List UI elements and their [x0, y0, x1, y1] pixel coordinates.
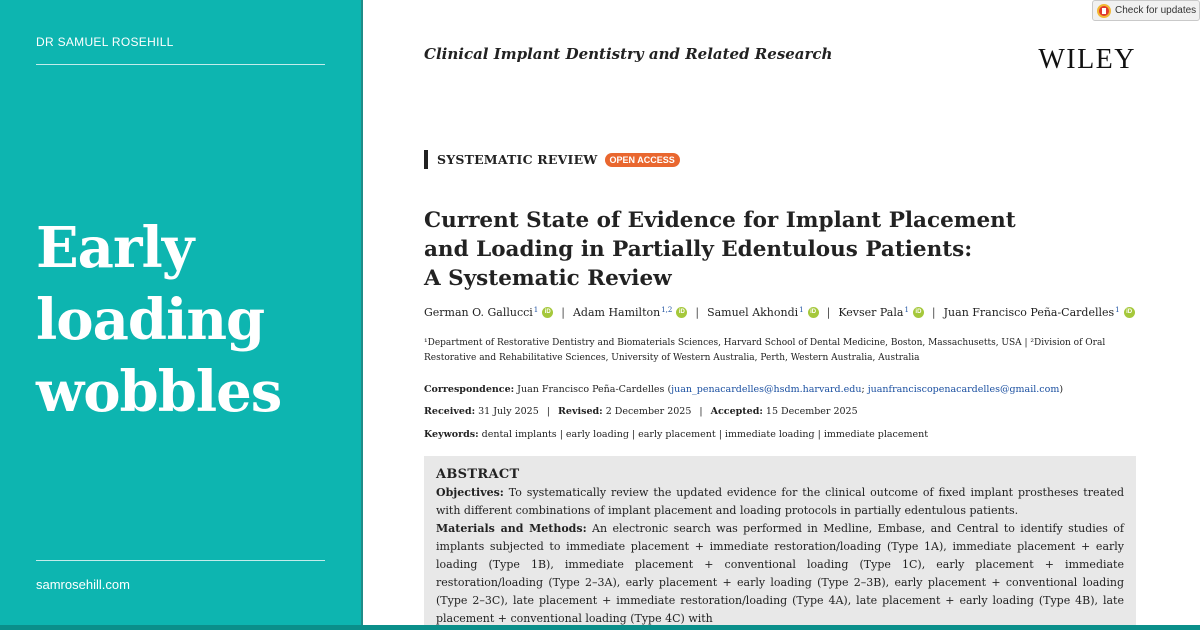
- accepted-date: 15 December 2025: [765, 406, 858, 417]
- check-for-updates-button[interactable]: [1092, 0, 1200, 21]
- headline-line: Early: [36, 215, 194, 281]
- methods-label: Materials and Methods:: [436, 522, 587, 535]
- publisher-logo: WILEY: [1038, 44, 1136, 75]
- author[interactable]: [944, 306, 1135, 319]
- correspondence-name: Juan Francisco Peña-Cardelles (: [517, 384, 672, 395]
- type-marker: [424, 150, 428, 169]
- title-line: Current State of Evidence for Implant Placement: [424, 208, 1016, 233]
- email-link[interactable]: juan_penacardelles@hsdm.harvard.edu: [671, 384, 862, 395]
- keywords-row: [424, 429, 928, 440]
- affiliation-ref: 1,2: [661, 305, 673, 314]
- author-name: DR SAMUEL ROSEHILL: [36, 35, 174, 49]
- dates-row: [424, 406, 858, 417]
- author[interactable]: [838, 306, 924, 319]
- article-type-row: [424, 150, 680, 169]
- abstract-heading: ABSTRACT: [436, 467, 520, 482]
- headline-line: loading: [36, 287, 265, 353]
- affiliation-ref: 1: [533, 305, 539, 314]
- separator: |: [826, 306, 831, 319]
- correspondence-label: Correspondence:: [424, 384, 515, 395]
- author[interactable]: [573, 306, 687, 319]
- author-name: Adam Hamilton: [572, 306, 661, 319]
- bottom-strip: [0, 625, 1200, 630]
- keywords-label: Keywords:: [424, 429, 479, 440]
- accepted-label: Accepted:: [710, 406, 763, 417]
- site-url[interactable]: samrosehill.com: [36, 577, 130, 592]
- crossmark-icon: [1097, 4, 1111, 18]
- received-label: Received:: [424, 406, 476, 417]
- orcid-icon[interactable]: iD: [913, 307, 924, 318]
- correspondence-close: ): [1059, 384, 1064, 395]
- orcid-icon[interactable]: iD: [542, 307, 553, 318]
- author-name: Samuel Akhondi: [707, 306, 799, 319]
- email-separator: ;: [861, 384, 865, 395]
- email-link[interactable]: juanfranciscopenacardelles@gmail.com: [867, 384, 1060, 395]
- check-updates-label: Check for updates: [1115, 5, 1197, 16]
- orcid-icon[interactable]: iD: [1124, 307, 1135, 318]
- separator: |: [695, 306, 700, 319]
- headline-line: wobbles: [36, 359, 282, 425]
- author-name: Juan Francisco Peña-Cardelles: [943, 306, 1115, 319]
- separator: |: [699, 406, 703, 417]
- received-date: 31 July 2025: [478, 406, 539, 417]
- paper-page: [363, 0, 1200, 625]
- journal-title: Clinical Implant Dentistry and Related Research: [424, 45, 833, 63]
- author-name: German O. Gallucci: [424, 306, 533, 319]
- article-type: SYSTEMATIC REVIEW: [437, 152, 598, 167]
- affiliation-ref: 1: [1115, 305, 1120, 314]
- separator: |: [561, 306, 565, 319]
- left-panel: [0, 0, 361, 630]
- revised-label: Revised:: [558, 406, 603, 417]
- author-list: [424, 306, 1135, 319]
- revised-date: 2 December 2025: [605, 406, 692, 417]
- bottom-rule: [36, 560, 325, 561]
- correspondence: [424, 384, 1063, 395]
- separator: |: [546, 406, 550, 417]
- separator: |: [931, 306, 936, 319]
- objectives-label: Objectives:: [436, 486, 504, 499]
- author[interactable]: [707, 306, 819, 319]
- keywords: dental implants | early loading | early placement | immediate loading | immediate placement: [481, 429, 929, 440]
- title-line: and Loading in Partially Edentulous Patients:: [424, 237, 973, 262]
- author[interactable]: [424, 306, 553, 319]
- objectives-text: To systematically review the updated evidence for the clinical outcome of fixed implant prostheses treated with different combinations of implant placement and loading protocols in partially edentulous patients.: [436, 486, 1125, 517]
- orcid-icon[interactable]: iD: [808, 307, 819, 318]
- methods-text: An electronic search was performed in Medline, Embase, and Central to identify studies of implants subjected to immediate placement + immediate restoration/loading (Type 1A), immediate placement + early loading (Type 1B), immediate placement + conventional loading (Type 1C), early placement + immediate restoration/loading (Type 2–3A), early placement + early loading (Type 2–3B), early placement + conventional loading (Type 2–3C), late placement + immediate restoration/loading (Type 4A), late placement + early loading (Type 4B), late placement + conventional loading (Type 4C) with: [436, 522, 1125, 625]
- affiliations: ¹Department of Restorative Dentistry and Biomaterials Sciences, Harvard School of Dental Medicine, Boston, Massachusetts, USA | ²Division of Oral Restorative and Rehabilitative Sciences, University of Western Australia, Perth, Western Australia, Australia: [424, 338, 1106, 363]
- article-title: [424, 206, 1044, 293]
- abstract-objectives: [436, 484, 1124, 520]
- affiliation-ref: 1: [904, 305, 909, 314]
- open-access-badge: OPEN ACCESS: [605, 153, 680, 167]
- orcid-icon[interactable]: iD: [676, 307, 687, 318]
- abstract-methods: [436, 520, 1124, 625]
- affiliation-ref: 1: [799, 305, 804, 314]
- top-rule: [36, 64, 325, 65]
- headline: [36, 212, 336, 428]
- author-name: Kevser Pala: [838, 306, 904, 319]
- abstract-box: [424, 456, 1136, 625]
- title-line: A Systematic Review: [424, 266, 672, 291]
